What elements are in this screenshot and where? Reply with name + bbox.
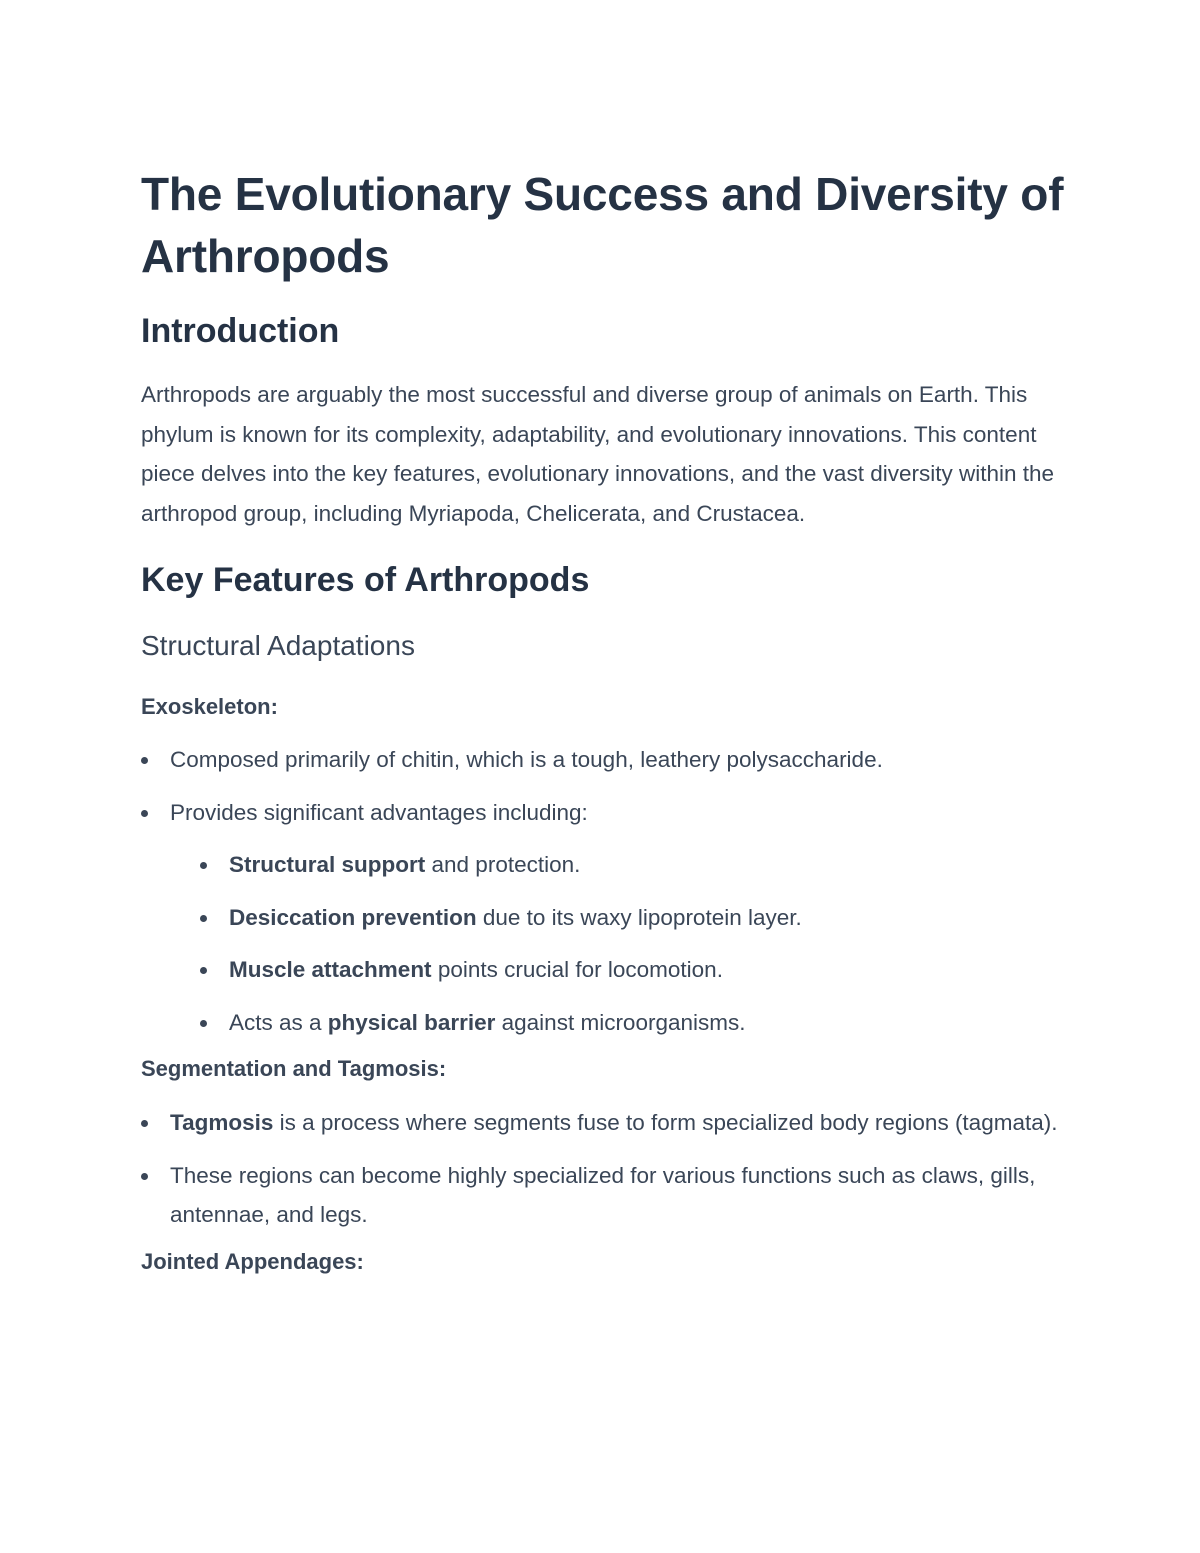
segmentation-list: [141, 1103, 1066, 1235]
exoskeleton-label: Exoskeleton:: [141, 694, 278, 719]
introduction-paragraph: Arthropods are arguably the most successful and diverse group of animals on Earth. This phylum is known for its complexity, adaptability, and evolutionary innovations. This content piece delves into the key features, evolutionary innovations, and the vast diversity within the arthropod group, including Myriapoda, Chelicerata, and Crustacea.: [141, 382, 1055, 526]
list-item: [141, 793, 1066, 1043]
introduction-heading: Introduction: [141, 312, 340, 350]
jointed-appendages-label: Jointed Appendages:: [141, 1248, 364, 1274]
structural-adaptations-heading: Structural Adaptations: [141, 630, 415, 661]
exoskeleton-list: [141, 740, 1066, 1042]
bullet-icon: [200, 862, 207, 869]
list-item-text: These regions can become highly specialized for various functions such as claws, gills, antennae, and legs.: [170, 1162, 1036, 1227]
list-item-text: and protection.: [425, 852, 581, 877]
list-item: [200, 950, 1066, 990]
list-item-bold-text: Desiccation prevention: [229, 904, 477, 930]
bullet-icon: [141, 1173, 148, 1180]
bullet-icon: [200, 915, 207, 922]
list-item-text: against microorganisms.: [495, 1009, 746, 1035]
bullet-icon: [141, 757, 148, 764]
list-item: [141, 740, 1066, 780]
list-item-bold-text: physical barrier: [327, 1009, 496, 1035]
list-item-bold-text: Tagmosis: [170, 1110, 274, 1135]
list-item-text: points crucial for locomotion.: [431, 957, 723, 982]
exoskeleton-advantages-list: [200, 845, 1066, 1042]
bullet-icon: [141, 1120, 148, 1127]
list-item-bold-text: Muscle attachment: [229, 957, 432, 982]
list-item-text: is a process where segments fuse to form specialized body regions (tagmata).: [273, 1110, 1058, 1135]
list-item: [200, 845, 1066, 885]
list-item: [141, 1103, 1066, 1143]
list-item-bold-text: Structural support: [229, 852, 426, 877]
key-features-heading: Key Features of Arthropods: [141, 561, 590, 599]
bullet-icon: [141, 810, 148, 817]
list-item: [200, 898, 1066, 938]
list-item-text: due to its waxy lipoprotein layer.: [476, 904, 802, 930]
bullet-icon: [200, 1020, 207, 1027]
bullet-icon: [200, 967, 207, 974]
segmentation-label: Segmentation and Tagmosis:: [141, 1056, 447, 1081]
document-title: The Evolutionary Success and Diversity of Arthropods: [141, 168, 1064, 282]
list-item: [141, 1156, 1066, 1235]
document-page: [141, 163, 1066, 1277]
list-item-text: Acts as a: [229, 1009, 328, 1035]
list-item-text: Composed primarily of chitin, which is a tough, leathery polysaccharide.: [170, 747, 883, 772]
list-item: [200, 1003, 1066, 1043]
list-item-text: Provides significant advantages including:: [170, 799, 588, 825]
